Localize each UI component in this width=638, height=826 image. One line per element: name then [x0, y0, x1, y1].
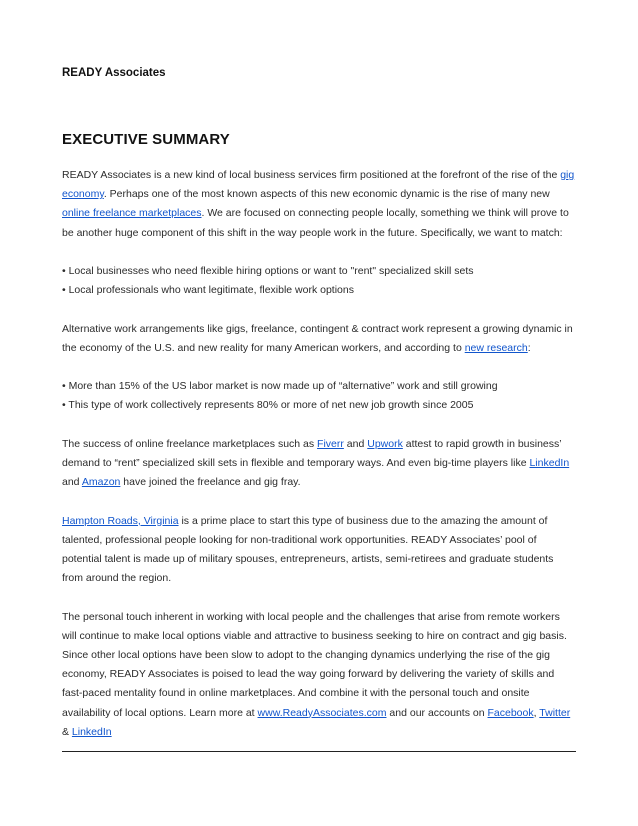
link-hampton-roads-virginia[interactable]: Hampton Roads, Virginia [62, 514, 179, 527]
paragraph-personal-touch [62, 608, 576, 742]
paragraph-alternative-work [62, 320, 576, 358]
link-linkedin[interactable]: LinkedIn [529, 456, 570, 469]
link-fiverr[interactable]: Fiverr [317, 437, 344, 450]
link-facebook[interactable]: Facebook [487, 706, 534, 719]
document-page [62, 0, 576, 826]
text: and [343, 437, 368, 450]
footer-divider [62, 751, 576, 752]
text: , [533, 706, 540, 719]
section-title: EXECUTIVE SUMMARY [62, 131, 230, 148]
text: have joined the freelance and gig fray. [120, 476, 301, 489]
link-amazon[interactable]: Amazon [81, 476, 121, 489]
paragraph-hampton-roads [62, 512, 576, 589]
text: attest to rapid growth in business’ demand to “rent” specialized skill sets in flexible and temporary ways. And even big-time players like [62, 437, 562, 469]
text: READY Associates is a new kind of local business services firm positioned at the forefront of the rise of the [62, 169, 561, 181]
bullet-item: • This type of work collectively represents 80% or more of net new job growth since 2005 [62, 399, 474, 412]
text: and [62, 476, 82, 489]
link-upwork[interactable]: Upwork [367, 437, 403, 450]
text: is a prime place to start this type of business due to the amazing the amount of talented, professional people looking for non-traditional work opportunities. READY Associates’ pool of potential talent is made up of military spouses, entrepreneurs, artists, semi-retirees and graduate students from around the region. [62, 514, 554, 585]
text: & [62, 725, 72, 738]
paragraph-marketplaces [62, 435, 576, 493]
bullet-item: • Local businesses who need flexible hiring options or want to "rent" specialized skill sets [62, 265, 474, 277]
bullet-item: • More than 15% of the US labor market is now made up of “alternative” work and still growing [62, 380, 498, 393]
link-online-freelance-marketplaces[interactable]: online freelance marketplaces [62, 207, 202, 220]
document-header-title: READY Associates [62, 67, 166, 79]
text: . Perhaps one of the most known aspects of this new economic dynamic is the rise of many new [103, 188, 550, 201]
text: Alternative work arrangements like gigs, freelance, contingent & contract work represent a growing dynamic in the economy of the U.S. and new reality for many American workers, and according to [62, 322, 573, 354]
text: The personal touch inherent in working with local people and the challenges that arise from remote workers will continue to make local options viable and attractive to business seeking to hire on contract and gig basis. Since other local options have been slow to adopt to the changing dynamics underlying the rise of the gig economy, READY Associates is poised to lead the way going forward by delivering the variety of skills and fast-paced mentality found in online marketplaces. And combine it with the personal touch and onsite availability of local options. Learn more at [62, 610, 567, 719]
link-gig-economy[interactable]: gig economy [62, 169, 575, 201]
text: and our accounts on [386, 706, 488, 719]
paragraph-intro [62, 166, 576, 243]
document-body [62, 166, 576, 742]
link-website[interactable]: www.ReadyAssociates.com [257, 706, 387, 719]
text: . We are focused on connecting people locally, something we think will prove to be another huge component of this shift in the way people work in the future. Specifically, we want to match: [62, 207, 569, 239]
text: : [527, 341, 531, 354]
bullet-item: • Local professionals who want legitimate, flexible work options [62, 284, 354, 297]
link-twitter[interactable]: Twitter [539, 706, 571, 719]
text: The success of online freelance marketplaces such as [62, 437, 318, 450]
link-linkedin-account[interactable]: LinkedIn [71, 725, 112, 738]
link-new-research[interactable]: new research [464, 341, 528, 354]
